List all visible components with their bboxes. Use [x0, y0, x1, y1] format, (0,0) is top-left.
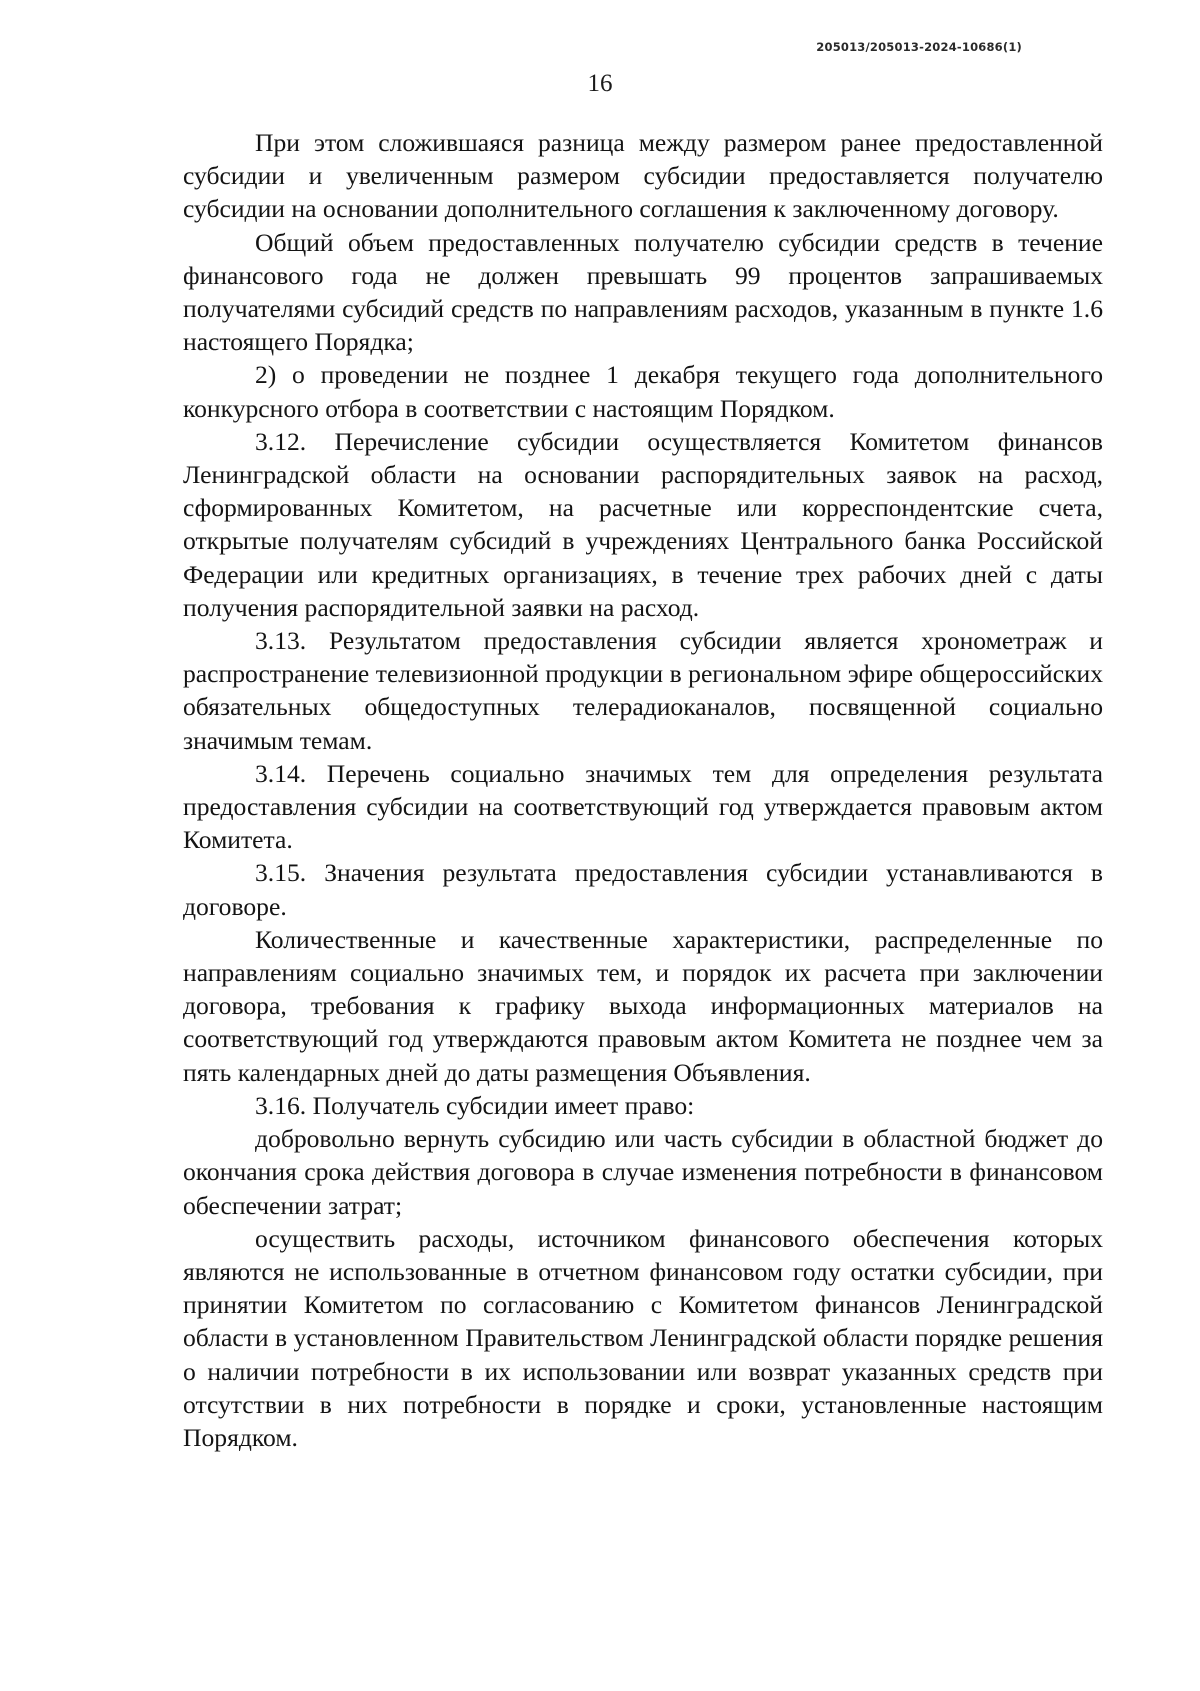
paragraph-return-subsidy: добровольно вернуть субсидию или часть субсидии в областной бюджет до окончания срока действия договора в случае изменения потребности в финансовом обеспечении затрат; — [183, 1124, 1103, 1220]
paragraph-additional-selection: 2) о проведении не позднее 1 декабря текущего года дополнительного конкурсного отбора в соответствии с настоящим Порядком. — [183, 360, 1103, 423]
paragraph-3-13: 3.13. Результатом предоставления субсидии является хронометраж и распространение телевизионной продукции в региональном эфире общероссийских обязательных общедоступных телерадиоканалов, посвященной социально значимым темам. — [183, 626, 1103, 755]
page-number: 16 — [587, 70, 613, 97]
paragraph-total-volume: Общий объем предоставленных получателю субсидии средств в течение финансового года не должен превышать 99 процентов запрашиваемых получателями субсидий средств по направлениям расходов, указанным в пункте 1.6 настоящего Порядка; — [183, 227, 1103, 357]
paragraph-3-14: 3.14. Перечень социально значимых тем для определения результата предоставления субсидии на соответствующий год утверждается правовым актом Комитета. — [183, 758, 1103, 855]
paragraph-difference-subsidy: При этом сложившаяся разница между размером ранее предоставленной субсидии и увеличенным размером субсидии предоставляется получателю субсидии на основании дополнительного соглашения к заключенному договору. — [183, 128, 1103, 224]
paragraph-3-12: 3.12. Перечисление субсидии осуществляется Комитетом финансов Ленинградской области на основании распорядительных заявок на расход, сформированных Комитетом, на расчетные или корреспондентские счета, открытые получателям субсидий в учреждениях Центрального банка Российской Федерации или кредитных организациях, в течение трех рабочих дней с даты получения распорядительной заявки на расход. — [183, 426, 1103, 622]
document-id: 205013/205013-2024-10686(1) — [816, 40, 1022, 54]
paragraph-characteristics: Количественные и качественные характеристики, распределенные по направлениям социально значимых тем, и порядок их расчета при заключении договора, требования к графику выхода информационных материалов на соответствующий год утверждаются правовым актом Комитета не позднее чем за пять календарных дней до даты размещения Объявления. — [183, 924, 1103, 1087]
paragraph-expenses: осуществить расходы, источником финансового обеспечения которых являются не использованные в отчетном финансовом году остатки субсидии, при принятии Комитетом по согласованию с Комитетом финансов Ленинградской области в установленном Правительством Ленинградской области порядке решения о наличии потребности в их использовании или возврат указанных средств при отсутствии в них потребности в порядке и сроки, установленные настоящим Порядком. — [183, 1223, 1103, 1452]
paragraph-3-16: 3.16. Получатель субсидии имеет право: — [255, 1090, 695, 1120]
paragraph-3-15: 3.15. Значения результата предоставления субсидии устанавливаются в договоре. — [183, 858, 1103, 921]
document-body — [183, 126, 1103, 1454]
